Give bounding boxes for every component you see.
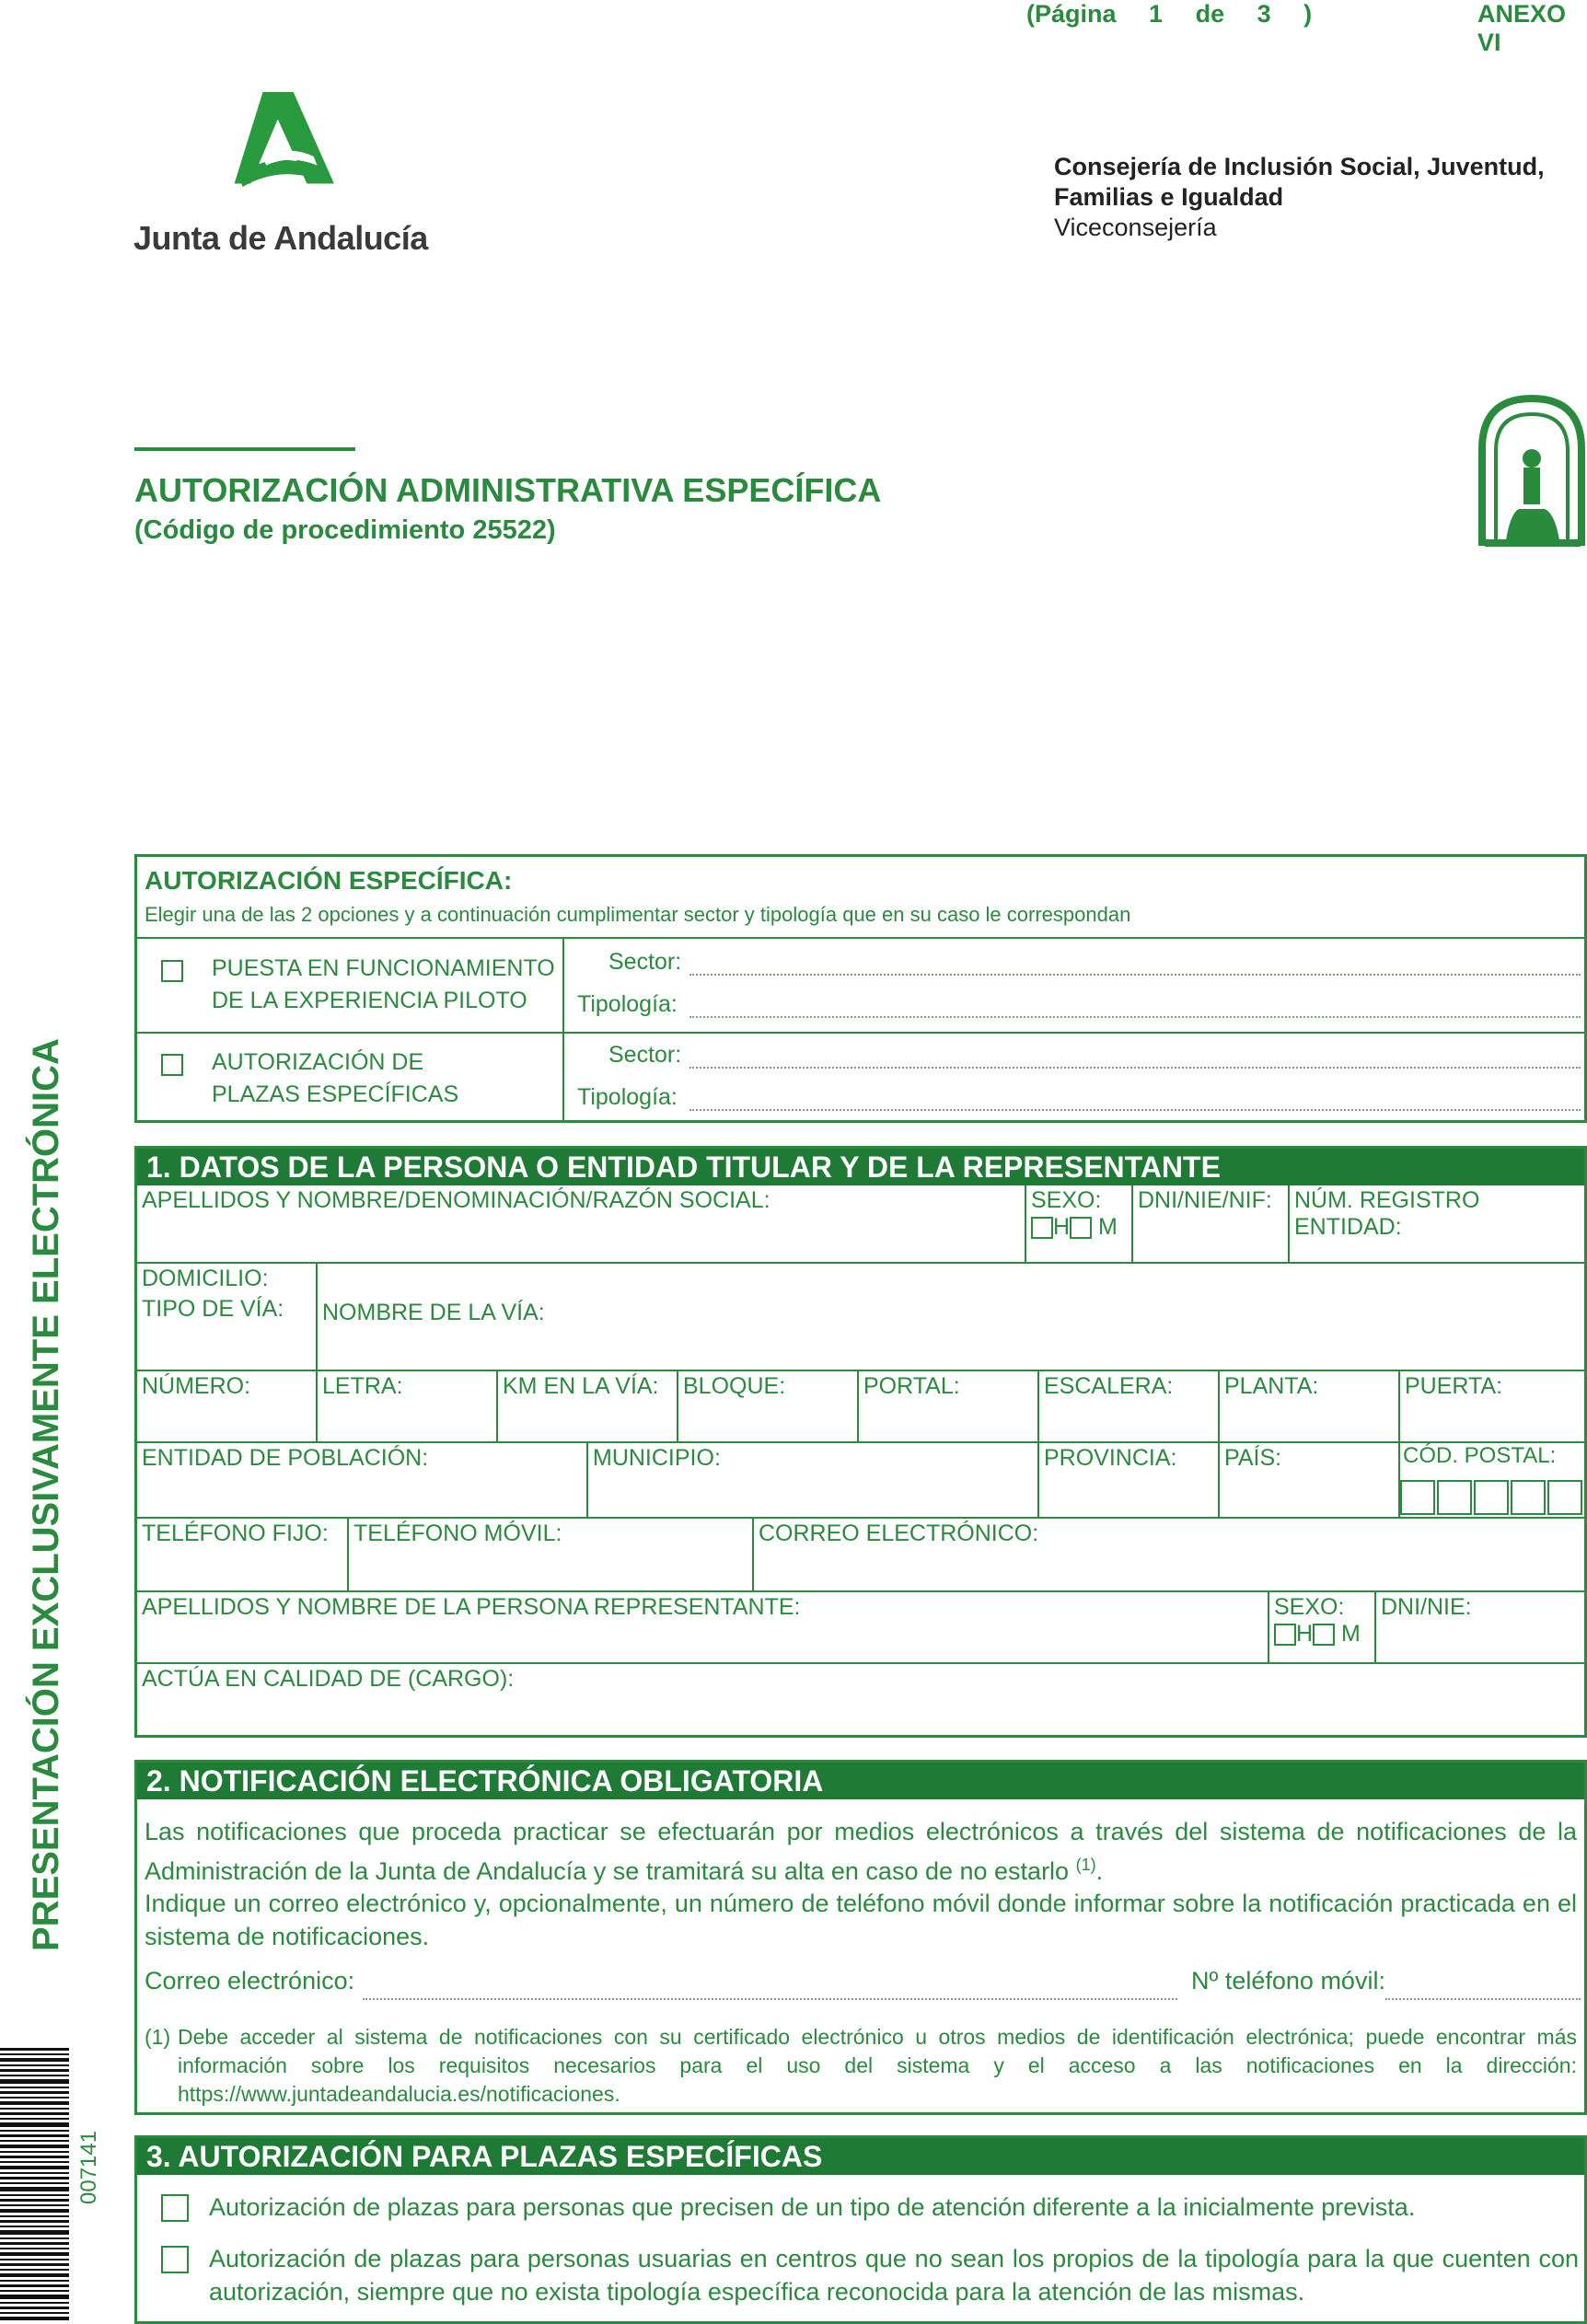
autorizacion-box <box>134 854 1587 1123</box>
municipio-field[interactable] <box>588 1443 1039 1519</box>
vertical-side-text: PRESENTACIÓN EXCLUSIVAMENTE ELECTRÓNICA <box>26 1038 66 1951</box>
planta-label: PLANTA: <box>1224 1373 1319 1399</box>
footnote-text: Debe acceder al sistema de notificaciones con su certificado electrónico u otros medios de identificación electrónica; puede encontrar más información sobre los requisitos necesarios para el uso del sistema y el acceso a las notificaciones en la dirección: https://www.juntadeandalucia.es/notificaciones. <box>178 2025 1577 2106</box>
cod-postal-field <box>1400 1443 1584 1519</box>
telefono-fijo-field[interactable] <box>137 1519 349 1592</box>
cod-postal-label: CÓD. POSTAL: <box>1403 1443 1557 1468</box>
escalera-label: ESCALERA: <box>1044 1373 1174 1399</box>
viceconsejeria: Viceconsejería <box>1054 214 1217 241</box>
de-label: de <box>1195 0 1225 28</box>
municipio-label: MUNICIPIO: <box>593 1445 721 1471</box>
plazas-option-1-label: Autorización de plazas para personas que precisen de un tipo de atención diferente a la inicialmente prevista. <box>209 2193 1416 2221</box>
option1-line2: DE LA EXPERIENCIA PILOTO <box>212 988 527 1013</box>
section-1 <box>134 1146 1587 1738</box>
procedure-code: (Código de procedimiento 25522) <box>134 515 556 545</box>
sexo-m-checkbox[interactable] <box>1070 1217 1092 1239</box>
provincia-field[interactable] <box>1039 1443 1220 1519</box>
sexo-rep-m-label: M <box>1341 1621 1361 1647</box>
km-label: KM EN LA VÍA: <box>503 1373 659 1399</box>
tipologia-field-2[interactable] <box>689 1109 1581 1111</box>
cod-postal-digit[interactable] <box>1547 1480 1582 1515</box>
correo-notif-field[interactable] <box>363 1998 1177 2000</box>
sector-field-1[interactable] <box>689 974 1581 976</box>
pagina-label: (Página <box>1026 0 1117 28</box>
correo-label: CORREO ELECTRÓNICO: <box>759 1520 1039 1546</box>
sexo-rep-label: SEXO: <box>1274 1594 1345 1620</box>
bloque-label: BLOQUE: <box>683 1373 786 1399</box>
section-3 <box>134 2135 1587 2324</box>
col-divider <box>562 937 564 1120</box>
correo-notif-label: Correo electrónico: <box>145 1967 355 1994</box>
dni-rep-label: DNI/NIE: <box>1381 1594 1472 1620</box>
page-indicator <box>1026 0 1338 29</box>
apellidos-field[interactable] <box>137 1185 1026 1264</box>
correo-field[interactable] <box>754 1519 1584 1592</box>
sexo-field <box>1026 1185 1133 1264</box>
apellidos-label: APELLIDOS Y NOMBRE/DENOMINACIÓN/RAZÓN SOCIAL: <box>142 1187 770 1213</box>
entidad-poblacion-label: ENTIDAD DE POBLACIÓN: <box>142 1445 429 1471</box>
sexo-h-label: H <box>1053 1214 1071 1240</box>
section1-heading: 1. DATOS DE LA PERSONA O ENTIDAD TITULAR Y DE LA REPRESENTANTE <box>137 1149 1584 1185</box>
sexo-m-label: M <box>1098 1214 1118 1240</box>
bloque-field[interactable] <box>678 1371 859 1443</box>
barcode-number: 007141 <box>76 2130 101 2204</box>
cargo-label: ACTÚA EN CALIDAD DE (CARGO): <box>142 1666 515 1692</box>
entidad-poblacion-field[interactable] <box>137 1443 588 1519</box>
autorizacion-heading: AUTORIZACIÓN ESPECÍFICA: <box>145 866 513 895</box>
para1-footnote-ref: (1) <box>1075 1856 1096 1874</box>
portal-label: PORTAL: <box>863 1373 960 1399</box>
planta-field[interactable] <box>1220 1371 1400 1443</box>
movil-notif-label: Nº teléfono móvil: <box>1191 1967 1385 1994</box>
plazas-option-1[interactable] <box>161 2191 1579 2224</box>
notification-footnote <box>145 2023 1577 2109</box>
row-divider <box>137 937 1584 939</box>
tipo-via-field[interactable] <box>137 1264 318 1371</box>
title-rule <box>134 447 355 451</box>
tipo-via-label: TIPO DE VÍA: <box>142 1296 284 1322</box>
telefono-fijo-label: TELÉFONO FIJO: <box>142 1520 329 1546</box>
autorizacion-instruction: Elegir una de las 2 opciones y a continuación cumplimentar sector y tipología que en su caso le correspondan <box>145 903 1131 926</box>
option2-line2: PLAZAS ESPECÍFICAS <box>212 1081 459 1107</box>
pais-label: PAÍS: <box>1224 1445 1282 1471</box>
sexo-rep-h-label: H <box>1296 1621 1314 1647</box>
sector-label-2: Sector: <box>608 1042 682 1068</box>
pagina-num: 1 <box>1149 0 1164 28</box>
checkbox-piloto[interactable] <box>161 960 183 982</box>
dni-field[interactable] <box>1133 1185 1290 1264</box>
sexo-rep-m-checkbox[interactable] <box>1313 1624 1335 1646</box>
checkbox-plazas[interactable] <box>161 1054 183 1076</box>
consejeria <box>1054 152 1545 243</box>
barcode-icon <box>0 2048 69 2324</box>
junta-logo-icon <box>133 92 446 221</box>
dni-label: DNI/NIE/NIF: <box>1138 1187 1272 1213</box>
anexo-label: ANEXO VI <box>1477 0 1567 56</box>
sexo-rep-field <box>1269 1592 1376 1664</box>
numero-field[interactable] <box>137 1371 318 1443</box>
option-plazas[interactable] <box>161 1046 458 1111</box>
notification-paragraph-2: Indique un correo electrónico y, opcionalmente, un número de teléfono móvil donde informar sobre la notificación practicada en el sistema de notificaciones. <box>145 1890 1577 1950</box>
tipologia-field-1[interactable] <box>689 1016 1581 1018</box>
plazas-option-1-checkbox[interactable] <box>161 2194 189 2222</box>
sexo-rep-h-checkbox[interactable] <box>1274 1624 1296 1646</box>
km-field[interactable] <box>498 1371 678 1443</box>
movil-notif-field[interactable] <box>1385 1998 1581 2000</box>
section-2 <box>134 1760 1587 2115</box>
nombre-via-label: NOMBRE DE LA VÍA: <box>322 1300 545 1325</box>
sector-field-2[interactable] <box>689 1067 1581 1069</box>
plazas-option-2-label: Autorización de plazas para personas usuarias en centros que no sean los propios de la tipología para la que cuenten con autorización, siempre que no exista tipología específica reconocida para la atención de las mismas. <box>209 2245 1579 2306</box>
page-title: AUTORIZACIÓN ADMINISTRATIVA ESPECÍFICA <box>134 471 882 509</box>
cod-postal-digit[interactable] <box>1474 1480 1509 1515</box>
puerta-label: PUERTA: <box>1405 1373 1503 1399</box>
cargo-field[interactable] <box>137 1664 1584 1735</box>
row-divider <box>137 1032 1584 1034</box>
consejeria-line2: Familias e Igualdad <box>1054 183 1284 211</box>
consejeria-line1: Consejería de Inclusión Social, Juventud, <box>1054 153 1545 180</box>
nombre-via-field[interactable] <box>318 1264 1584 1371</box>
pais-field[interactable] <box>1220 1443 1400 1519</box>
pagina-total: 3 <box>1257 0 1271 28</box>
num-registro-field[interactable] <box>1290 1185 1584 1264</box>
sexo-label: SEXO: <box>1031 1187 1102 1213</box>
section2-heading: 2. NOTIFICACIÓN ELECTRÓNICA OBLIGATORIA <box>137 1763 1584 1799</box>
provincia-label: PROVINCIA: <box>1044 1445 1177 1471</box>
plazas-option-2[interactable] <box>161 2242 1579 2308</box>
numero-label: NÚMERO: <box>142 1373 251 1399</box>
dni-rep-field[interactable] <box>1376 1592 1584 1664</box>
cod-postal-digit[interactable] <box>1400 1480 1435 1515</box>
option2-line1: AUTORIZACIÓN DE <box>212 1049 424 1075</box>
andalucia-shield-icon <box>1477 394 1586 549</box>
section3-heading: 3. AUTORIZACIÓN PARA PLAZAS ESPECÍFICAS <box>137 2138 1584 2175</box>
option1-line1: PUESTA EN FUNCIONAMIENTO <box>212 955 555 981</box>
num-registro-label: NÚM. REGISTRO ENTIDAD: <box>1294 1187 1480 1240</box>
option-piloto[interactable] <box>161 953 555 1017</box>
para1-text: Las notificaciones que proceda practicar se efectuarán por medios electrónicos a través del sistema de notificaciones de la Administración de la Junta de Andalucía y se tramitará su alta en caso de no estarlo <box>145 1818 1577 1885</box>
para1-end: . <box>1095 1857 1104 1885</box>
letra-field[interactable] <box>318 1371 498 1443</box>
letra-label: LETRA: <box>322 1373 403 1399</box>
sector-label-1: Sector: <box>608 949 682 975</box>
plazas-option-2-checkbox[interactable] <box>161 2246 189 2273</box>
sexo-h-checkbox[interactable] <box>1031 1217 1053 1239</box>
cod-postal-digit[interactable] <box>1511 1480 1546 1515</box>
footnote-prefix: (1) <box>145 2025 171 2049</box>
puerta-field[interactable] <box>1400 1371 1584 1443</box>
close-paren: ) <box>1303 0 1313 28</box>
tipologia-label-2: Tipología: <box>577 1084 678 1110</box>
telefono-movil-label: TELÉFONO MÓVIL: <box>353 1520 562 1546</box>
cod-postal-digit[interactable] <box>1437 1480 1472 1515</box>
representante-label: APELLIDOS Y NOMBRE DE LA PERSONA REPRESENTANTE: <box>142 1594 801 1620</box>
representante-field[interactable] <box>137 1592 1269 1664</box>
domicilio-label: DOMICILIO: <box>142 1266 269 1291</box>
logo-text: Junta de Andalucía <box>133 219 428 257</box>
telefono-movil-field[interactable] <box>349 1519 754 1592</box>
escalera-field[interactable] <box>1039 1371 1220 1443</box>
tipologia-label-1: Tipología: <box>577 991 678 1017</box>
portal-field[interactable] <box>859 1371 1039 1443</box>
notification-paragraph-1 <box>145 1815 1577 1888</box>
